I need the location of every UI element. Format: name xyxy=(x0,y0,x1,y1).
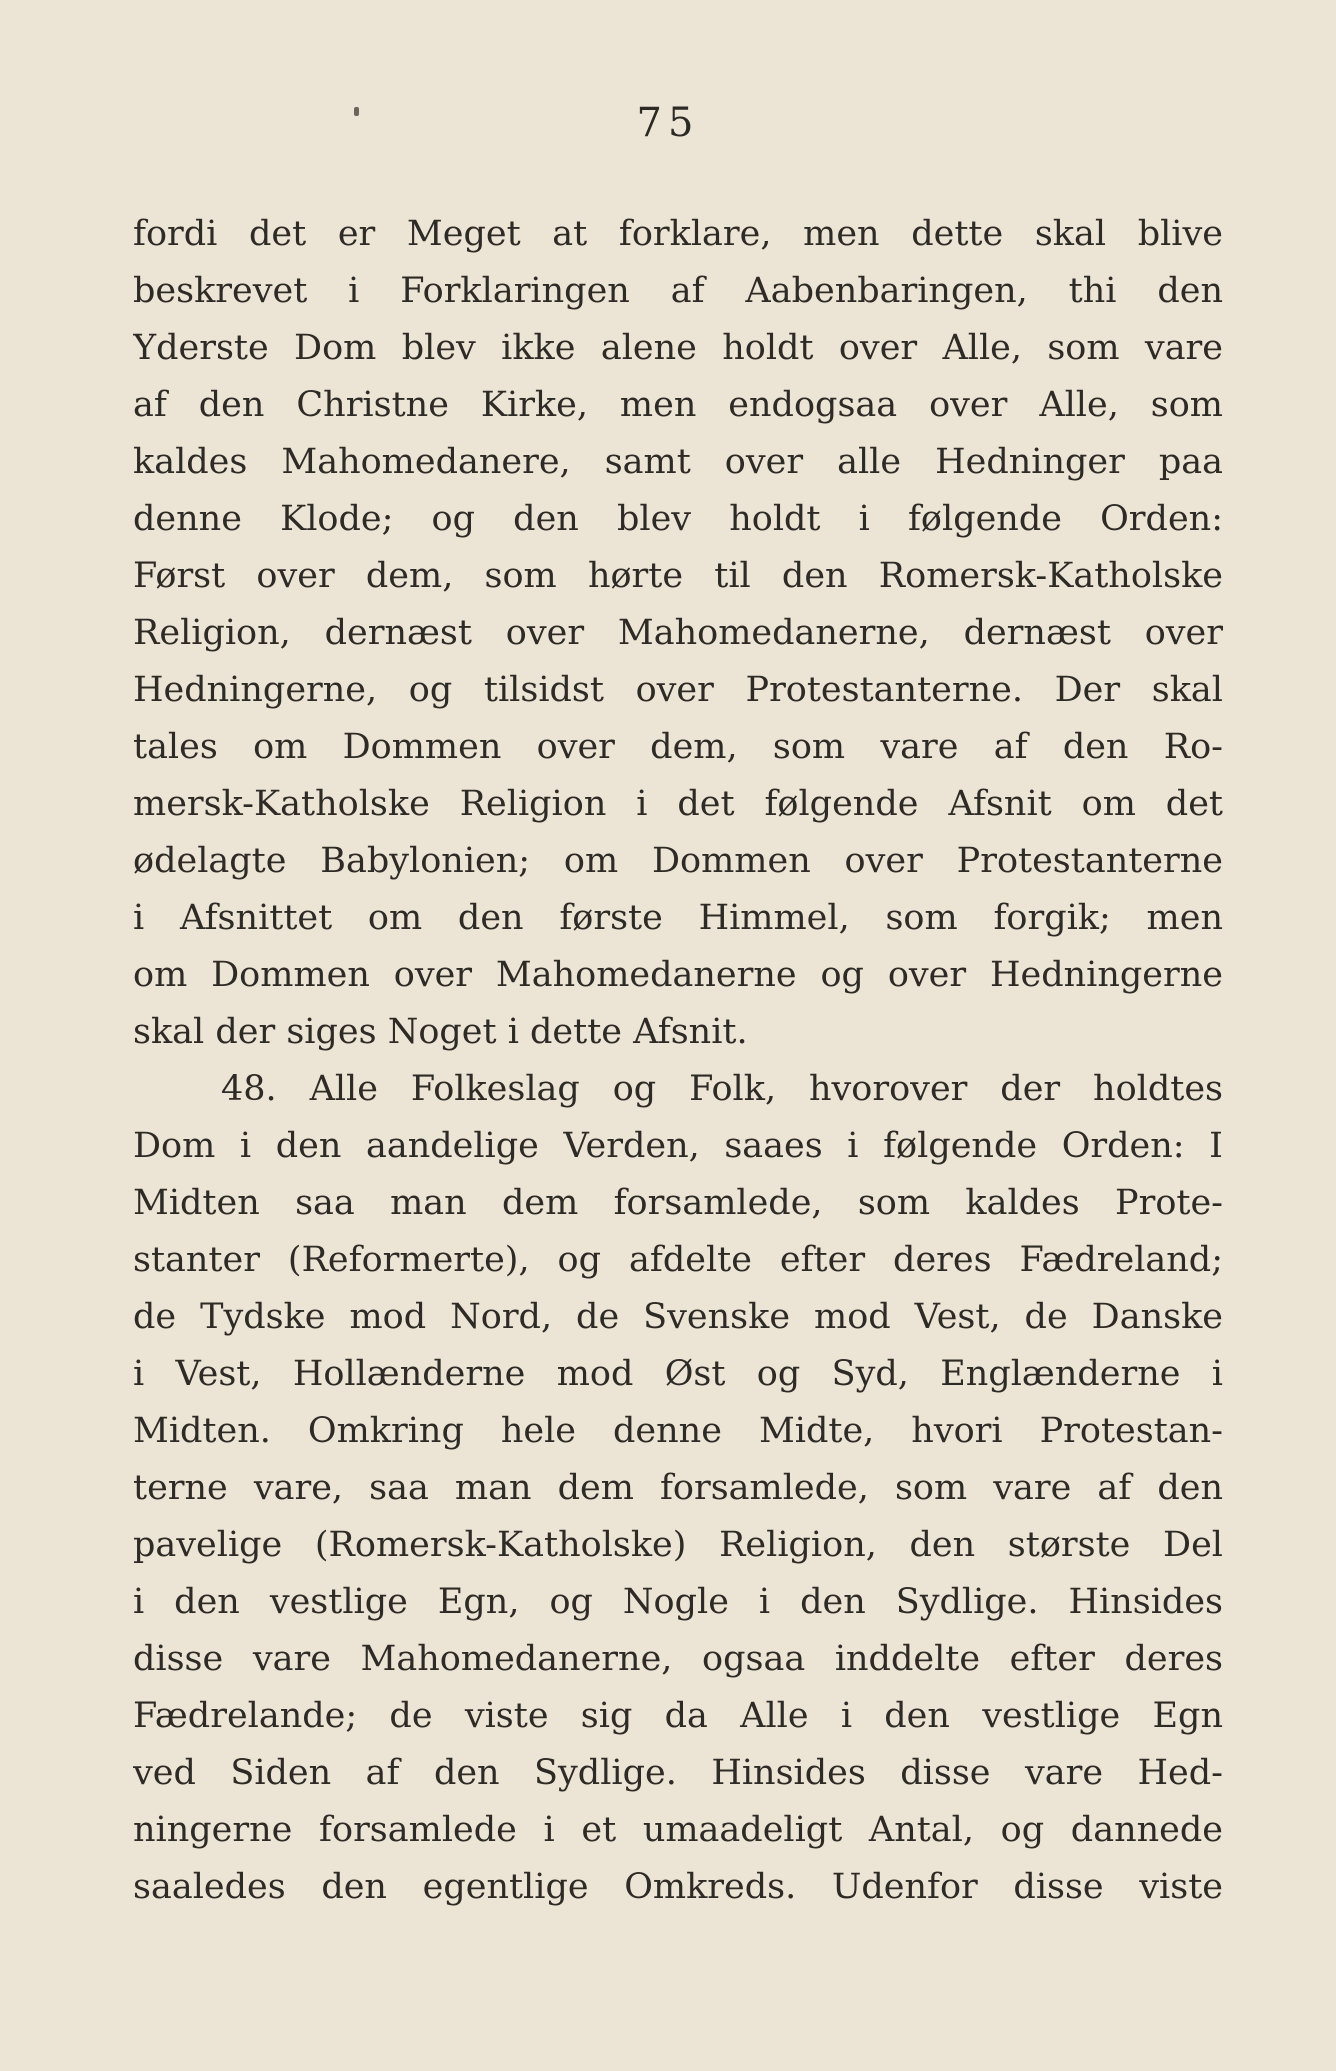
text-line: ødelagte Babylonien; om Dommen over Protestanterne xyxy=(133,841,1223,881)
text-line: denne Klode; og den blev holdt i følgende Orden: xyxy=(133,499,1223,539)
text-line: Dom i den aandelige Verden, saaes i følgende Orden: I xyxy=(133,1126,1223,1166)
text-line: stanter (Reformerte), og afdelte efter deres Fædreland; xyxy=(133,1240,1223,1280)
text-line: tales om Dommen over dem, som vare af den Ro- xyxy=(133,727,1223,767)
text-line: i Vest, Hollænderne mod Øst og Syd, Englænderne i xyxy=(133,1354,1223,1394)
paragraph-48-start: 48. Alle Folkeslag og Folk, hvorover der holdtes xyxy=(221,1069,1223,1109)
text-line: pavelige (Romersk-Katholske) Religion, den største Del xyxy=(133,1525,1223,1565)
text-line: beskrevet i Forklaringen af Aabenbaringen, thi den xyxy=(133,271,1223,311)
text-line: disse vare Mahomedanerne, ogsaa inddelte efter deres xyxy=(133,1639,1223,1679)
text-line: af den Christne Kirke, men endogsaa over Alle, som xyxy=(133,385,1223,425)
text-line: ved Siden af den Sydlige. Hinsides disse vare Hed- xyxy=(133,1753,1223,1793)
page-number: 75 xyxy=(636,100,700,146)
text-line: Midten saa man dem forsamlede, som kaldes Prote- xyxy=(133,1183,1223,1223)
text-line: de Tydske mod Nord, de Svenske mod Vest, de Danske xyxy=(133,1297,1223,1337)
text-line: Fædrelande; de viste sig da Alle i den vestlige Egn xyxy=(133,1696,1223,1736)
text-line: terne vare, saa man dem forsamlede, som vare af den xyxy=(133,1468,1223,1508)
text-line: i Afsnittet om den første Himmel, som forgik; men xyxy=(133,898,1223,938)
text-line: Først over dem, som hørte til den Romersk-Katholske xyxy=(133,556,1223,596)
text-line: i den vestlige Egn, og Nogle i den Sydlige. Hinsides xyxy=(133,1582,1223,1622)
text-line: ningerne forsamlede i et umaadeligt Antal, og dannede xyxy=(133,1810,1223,1850)
text-line: mersk-Katholske Religion i det følgende Afsnit om det xyxy=(133,784,1223,824)
paragraph-end-line: skal der siges Noget i dette Afsnit. xyxy=(133,1012,748,1052)
text-line: fordi det er Meget at forklare, men dette skal blive xyxy=(133,214,1223,254)
text-line: saaledes den egentlige Omkreds. Udenfor disse viste xyxy=(133,1867,1223,1907)
text-line: Hedningerne, og tilsidst over Protestanterne. Der skal xyxy=(133,670,1223,710)
text-line: kaldes Mahomedanere, samt over alle Hedninger paa xyxy=(133,442,1223,482)
text-line: Religion, dernæst over Mahomedanerne, dernæst over xyxy=(133,613,1223,653)
text-line: Midten. Omkring hele denne Midte, hvori Protestan- xyxy=(133,1411,1223,1451)
body-text xyxy=(133,206,1223,1916)
text-line: Yderste Dom blev ikke alene holdt over Alle, som vare xyxy=(133,328,1223,368)
text-line: om Dommen over Mahomedanerne og over Hedningerne xyxy=(133,955,1223,995)
